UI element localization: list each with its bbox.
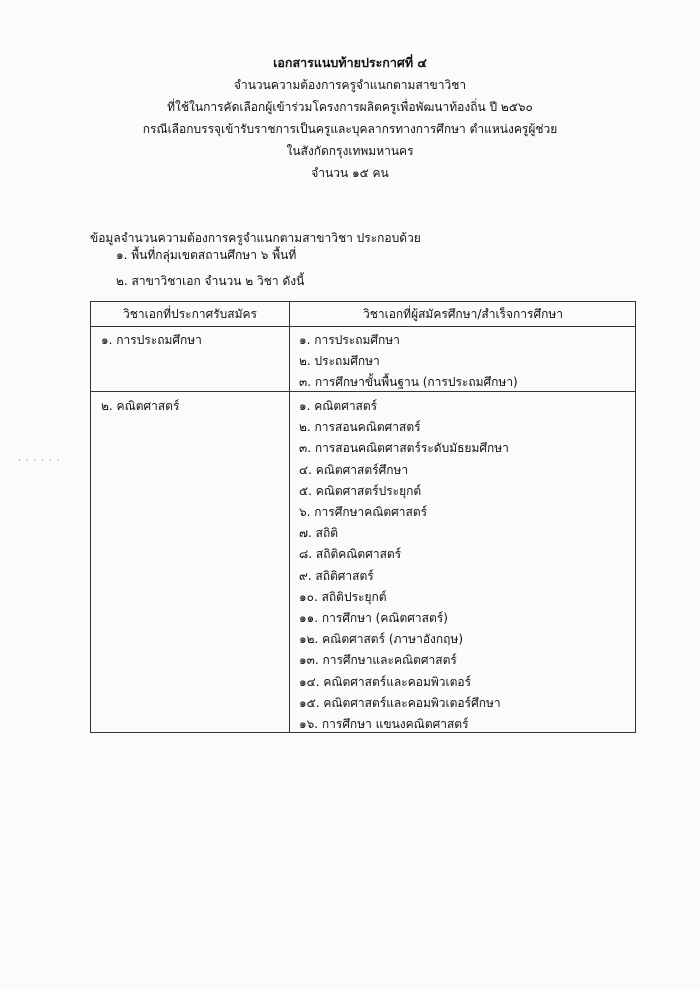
list-item: ๑๔. คณิตศาสตร์และคอมพิวเตอร์: [299, 674, 472, 689]
list-item: ๑๖. การศึกษา แขนงคณิตศาสตร์: [299, 717, 469, 732]
list-item: ๕. คณิตศาสตร์ประยุกต์: [299, 483, 422, 498]
header-line-3: ที่ใช้ในการคัดเลือกผู้เข้าร่วมโครงการผลิตครูเพื่อพัฒนาท้องถิ่น ปี ๒๕๖๐: [167, 100, 533, 114]
list-item: ๒. สาขาวิชาเอก จำนวน ๒ วิชา ดังนี้: [116, 274, 305, 288]
list-item: ๑. คณิตศาสตร์: [299, 399, 378, 413]
list-item: ๑๑. การศึกษา (คณิตศาสตร์): [299, 611, 448, 626]
list-item: ๒. การสอนคณิตศาสตร์: [299, 420, 421, 435]
list-item: ๓. การศึกษาขั้นพื้นฐาน (การประถมศึกษา): [299, 375, 518, 390]
list-item: ๑. พื้นที่กลุ่มเขตสถานศึกษา ๖ พื้นที่: [116, 248, 297, 262]
list-item: ๘. สถิติคณิตศาสตร์: [299, 547, 402, 562]
table-cell-subjects: [299, 330, 518, 394]
header-line-4: กรณีเลือกบรรจุเข้ารับราชการเป็นครูและบุคลากรทางการศึกษา ตำแหน่งครูผู้ช่วย: [142, 122, 558, 136]
table-cell-major: ๒. คณิตศาสตร์: [101, 399, 180, 413]
table-column-divider: [289, 302, 290, 732]
list-item: ๑๒. คณิตศาสตร์ (ภาษาอังกฤษ): [299, 632, 464, 647]
list-item: ๗. สถิติ: [299, 526, 339, 541]
list-item: ๒. ประถมศึกษา: [299, 354, 380, 369]
list-item: ๑๓. การศึกษาและคณิตศาสตร์: [299, 653, 457, 668]
table-header-major: วิชาเอกที่ประกาศรับสมัคร: [122, 307, 257, 321]
intro-text: ข้อมูลจำนวนความต้องการครูจำแนกตามสาขาวิชา ประกอบด้วย: [90, 231, 421, 245]
document-header: [0, 52, 700, 184]
table-cell-subjects: [299, 396, 509, 735]
table-header-divider: [91, 326, 635, 327]
list-item: ๔. คณิตศาสตร์ศึกษา: [299, 462, 409, 477]
list-item: ๙. สถิติศาสตร์: [299, 568, 374, 583]
list-item: ๓. การสอนคณิตศาสตร์ระดับมัธยมศึกษา: [299, 441, 509, 456]
header-line-2: จำนวนความต้องการครูจำแนกตามสาขาวิชา: [233, 78, 467, 92]
table-header-subjects: วิชาเอกที่ผู้สมัครศึกษา/สำเร็จการศึกษา: [362, 307, 564, 321]
document-title: เอกสารแนบท้ายประกาศที่ ๔: [273, 55, 427, 70]
majors-table: [90, 301, 636, 733]
list-item: ๑๕. คณิตศาสตร์และคอมพิวเตอร์ศึกษา: [299, 695, 501, 710]
header-line-5: ในสังกัดกรุงเทพมหานคร: [286, 144, 414, 158]
list-item: ๑๐. สถิติประยุกต์: [299, 589, 387, 604]
scan-artifact-dots: · · · · · ·: [18, 456, 61, 466]
list-item: ๖. การศึกษาคณิตศาสตร์: [299, 505, 428, 520]
header-line-6: จำนวน ๑๕ คน: [311, 166, 389, 180]
list-item: ๑. การประถมศึกษา: [299, 333, 400, 347]
table-cell-major: ๑. การประถมศึกษา: [101, 333, 202, 347]
